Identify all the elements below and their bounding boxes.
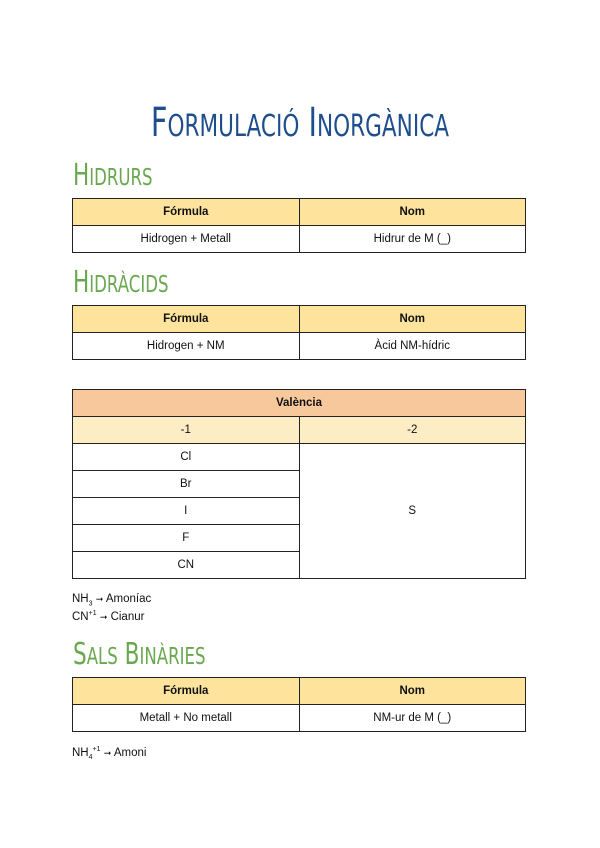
arrow-right-icon: ➞	[99, 611, 108, 622]
section-heading-hidracids: HIDRÀCIDS	[73, 265, 169, 300]
note-cn: $CN^{+1}$ ➞ Cianur	[72, 610, 145, 623]
table-cell: NM-ur de M (_)	[299, 705, 526, 732]
page-title: FORMULACIÓ INORGÀNICA	[150, 100, 450, 146]
valencia-subheader-minus1: -1	[73, 417, 300, 444]
arrow-right-icon: ➞	[103, 747, 112, 758]
table-cell: F	[73, 525, 300, 552]
arrow-right-icon: ➞	[95, 594, 104, 604]
table-cell-s: S	[299, 444, 526, 579]
table-header-nom: Nom	[299, 306, 526, 333]
table-cell: Hidrur de M (_)	[299, 226, 526, 253]
table-row	[73, 705, 526, 732]
section-heading-sals-binaries: SALS BINÀRIES	[73, 637, 206, 672]
table-header-nom: Nom	[299, 678, 526, 705]
table-cell: Hidrogen + Metall	[73, 226, 300, 253]
table-header-nom: Nom	[299, 199, 526, 226]
table-cell: I	[73, 498, 300, 525]
table-cell: Hidrogen + NM	[73, 333, 300, 360]
table-cell: Br	[73, 471, 300, 498]
table-cell: Cl	[73, 444, 300, 471]
table-valencia	[72, 389, 526, 579]
table-header-formula: Fórmula	[73, 306, 300, 333]
table-row	[73, 333, 526, 360]
table-cell: Àcid NM-hídric	[299, 333, 526, 360]
table-hidracids	[72, 305, 526, 360]
table-cell: Metall + No metall	[73, 705, 300, 732]
table-row	[73, 226, 526, 253]
note-nh3: $NH_3$ ➞ Amoníac	[72, 593, 152, 608]
table-header-formula: Fórmula	[73, 199, 300, 226]
valencia-header: València	[73, 390, 526, 417]
table-cell: CN	[73, 552, 300, 579]
section-heading-hidrurs: HIDRURS	[73, 158, 153, 193]
note-nh4: $NH_4^{+1}$ ➞ Amoni	[72, 746, 147, 762]
table-sals-binaries	[72, 677, 526, 732]
valencia-subheader-minus2: -2	[299, 417, 526, 444]
table-hidrurs	[72, 198, 526, 253]
table-header-formula: Fórmula	[73, 678, 300, 705]
